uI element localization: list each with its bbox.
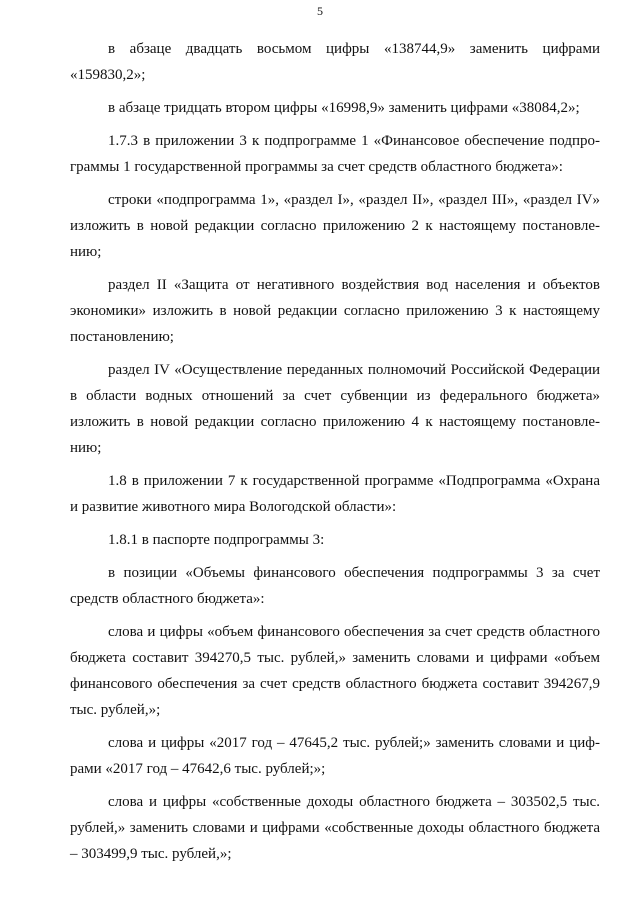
paragraph: слова и цифры «2017 год – 47645,2 тыс. рублей;» заменить словами и цифрами «2017 год – 47642,6 тыс. рублей;»; [70, 735, 600, 777]
paragraph: 1.7.3 в приложении 3 к подпрограмме 1 «Финансовое обеспечение подпрограммы 1 государственной программы за счет средств областного бюджета»: [70, 133, 600, 175]
paragraph: в абзаце тридцать втором цифры «16998,9» заменить цифрами «38084,2»; [108, 100, 580, 116]
paragraph: 1.8.1 в паспорте подпрограммы 3: [108, 532, 325, 548]
paragraph: строки «подпрограмма 1», «раздел I», «раздел II», «раздел III», «раздел IV» изложить в новой редакции согласно приложению 2 к настоящему постановлению; [70, 192, 600, 260]
paragraph: в позиции «Объемы финансового обеспечения подпрограммы 3 за счет средств областного бюджета»: [70, 565, 600, 607]
paragraph: раздел II «Защита от негативного воздействия вод населения и объектов экономики» изложить в новой редакции согласно приложению 3 к настоящему постановлению; [70, 277, 600, 345]
paragraph: слова и цифры «собственные доходы областного бюджета – 303502,5 тыс. рублей,» заменить словами и цифрами «собственные доходы областного бюджета – 303499,9 тыс. рублей,»; [70, 794, 600, 862]
paragraph: раздел IV «Осуществление переданных полномочий Российской Федерации в области водных отношений за счет субвенции из федерального бюджета» изложить в новой редакции согласно приложению 4 к настоящему постановлению; [70, 362, 600, 456]
page-number: 5 [317, 4, 323, 18]
paragraph: в абзаце двадцать восьмом цифры «138744,9» заменить цифрами «159830,2»; [70, 41, 600, 83]
paragraph: слова и цифры «объем финансового обеспечения за счет средств областного бюджета составит 394270,5 тыс. рублей,» заменить словами и цифрами «объем финансового обеспечения за счет средств областного бюджета составит 394267,9 тыс. рублей,»; [70, 624, 600, 718]
paragraph: 1.8 в приложении 7 к государственной программе «Подпрограмма «Охрана и развитие животного мира Вологодской области»: [70, 473, 600, 515]
document-body [70, 36, 600, 874]
